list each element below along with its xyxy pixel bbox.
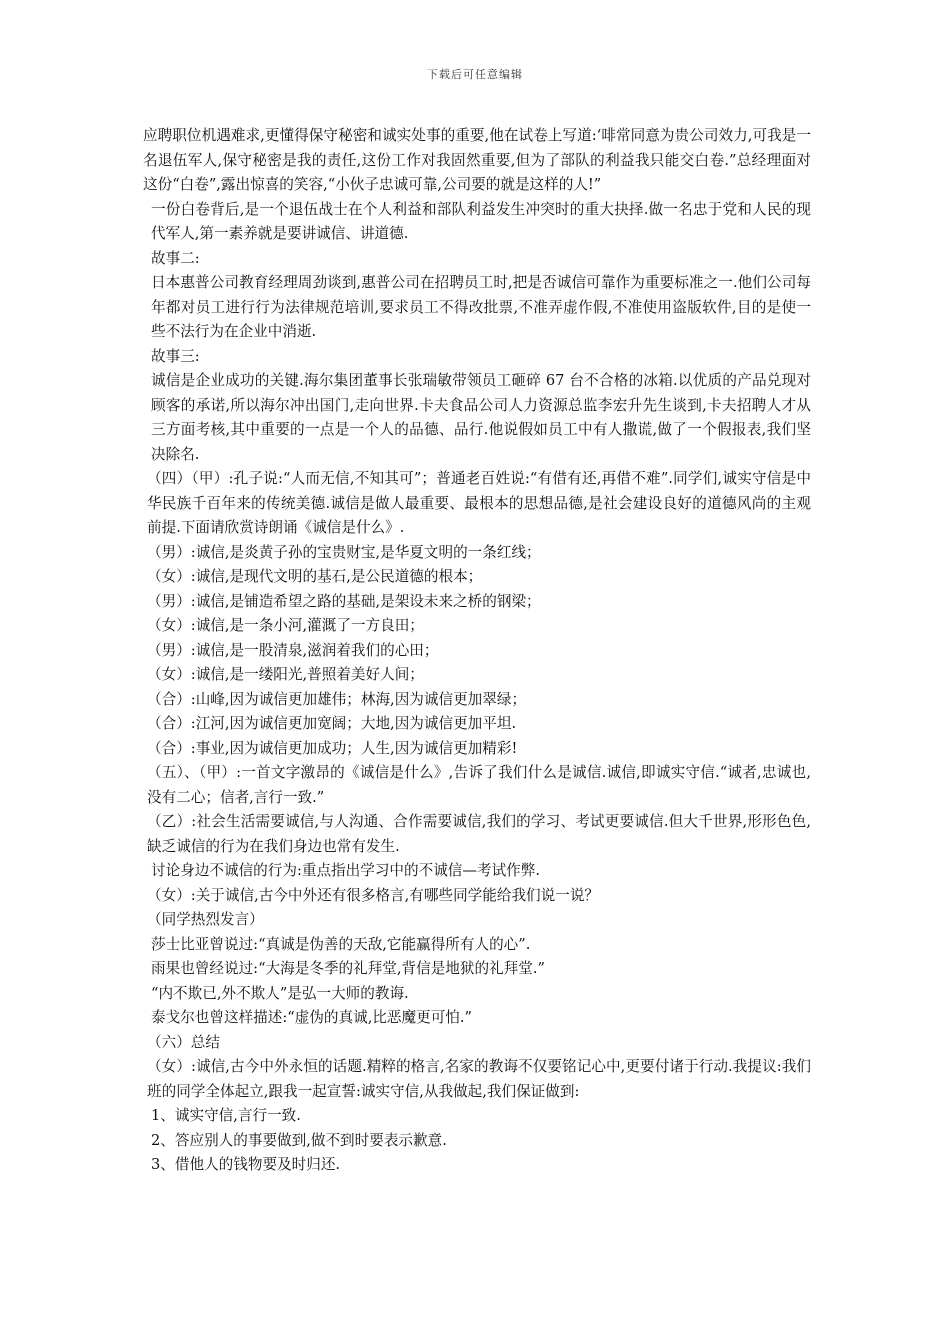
paragraph: （乙）:社会生活需要诚信,与人沟通、合作需要诚信,我们的学习、考试更要诚信.但大千世界,形形色色,缺乏诚信的行为在我们身边也常有发生. [147,813,811,855]
paragraph: （四）（甲）:孔子说:“人而无信,不知其可”；普通老百姓说:“有借有还,再借不难”.同学们,诚实守信是中华民族千百年来的传统美德.诚信是做人最重要、最根本的思想品德,是社会建设良好的道德风尚的主观前提.下面请欣赏诗朗诵《诚信是什么》. [147,470,811,536]
paragraph: （男）:诚信,是铺造希望之路的基础,是架设未来之桥的钢梁； [147,592,541,610]
paragraph: 应聘职位机遇难求,更懂得保守秘密和诚实处事的重要,他在试卷上写道:‘啡常同意为贵公司效力,可我是一名退伍军人,保守秘密是我的责任,这份工作对我固然重要,但为了部队的利益我只能交白卷.”总经理面对这份“白卷”,露出惊喜的笑容,“小伙子忠诚可靠,公司要的就是这样的人!” [143,127,811,193]
paragraph: 诚信是企业成功的关键.海尔集团董事长张瑞敏带领员工砸碎 67 台不合格的冰箱.以优质的产品兑现对顾客的承诺,所以海尔冲出国门,走向世界.卡夫食品公司人力资源总监李宏升先生谈到,卡夫招聘人才从三方面考核,其中重要的一点是一个人的品德、品行.他说假如员工中有人撒谎,做了一个假报表,我们坚决除名. [151,372,811,463]
paragraph: 故事三: [151,347,200,365]
paragraph: （男）:诚信,是炎黄子孙的宝贵财宝,是华夏文明的一条红线； [147,543,541,561]
paragraph: （同学热烈发言） [147,911,264,928]
page-header: 下载后可任意编辑 [427,68,523,81]
paragraph: （女）:诚信,是现代文明的基石,是公民道德的根本； [147,568,483,585]
document-body [143,124,811,1178]
paragraph: 雨果也曾经说过:“大海是冬季的礼拜堂,背信是地狱的礼拜堂.” [151,960,545,977]
paragraph: （女）:诚信,古今中外永恒的话题.精粹的格言,名家的教诲不仅要铭记心中,更要付诸于行动.我提议:我们班的同学全体起立,跟我一起宣誓:诚实守信,从我做起,我们保证做到: [147,1058,811,1100]
paragraph: 讨论身边不诚信的行为:重点指出学习中的不诚信—考试作弊. [151,862,540,879]
paragraph: （合）:山峰,因为诚信更加雄伟；林海,因为诚信更加翠绿； [147,690,527,708]
paragraph: （五）、（甲）:一首文字激昂的《诚信是什么》,告诉了我们什么是诚信.诚信,即诚实守信.“诚者,忠诚也,没有二心；信者,言行一致.” [147,764,811,806]
paragraph: （合）:江河,因为诚信更加宽阔；大地,因为诚信更加平坦. [147,715,517,732]
paragraph: （合）:事业,因为诚信更加成功；人生,因为诚信更加精彩! [147,739,518,757]
paragraph: 1、诚实守信,言行一致. [151,1107,301,1124]
paragraph: 2、答应别人的事要做到,做不到时要表示歉意. [151,1131,447,1149]
paragraph: 日本惠普公司教育经理周劲谈到,惠普公司在招聘员工时,把是否诚信可靠作为重要标准之一.他们公司每年都对员工进行行为法律规范培训,要求员工不得改批票,不准弄虚作假,不准使用盗版软件,目的是使一些不法行为在企业中消逝. [151,274,811,340]
paragraph: 莎士比亚曾说过:“真诚是伪善的天敌,它能赢得所有人的心”. [151,935,531,953]
paragraph: （女）:诚信,是一条小河,灌溉了一方良田； [147,617,424,634]
paragraph: 故事二: [151,249,200,267]
paragraph: （女）:关于诚信,古今中外还有很多格言,有哪些同学能给我们说一说？ [147,886,600,904]
paragraph: （六）总结 [147,1033,220,1051]
paragraph: 3、借他人的钱物要及时归还. [151,1156,341,1173]
paragraph: 泰戈尔也曾这样描述:“虚伪的真诚,比恶魔更可怕.” [151,1009,472,1026]
paragraph: （女）:诚信,是一缕阳光,普照着美好人间； [147,666,424,683]
paragraph: （男）:诚信,是一股清泉,滋润着我们的心田； [147,641,439,659]
paragraph: 一份白卷背后,是一个退伍战士在个人利益和部队利益发生冲突时的重大抉择.做一名忠于党和人民的现代军人,第一素养就是要讲诚信、讲道德. [151,200,811,242]
paragraph: “内不欺已,外不欺人”是弘一大师的教诲. [151,984,409,1002]
